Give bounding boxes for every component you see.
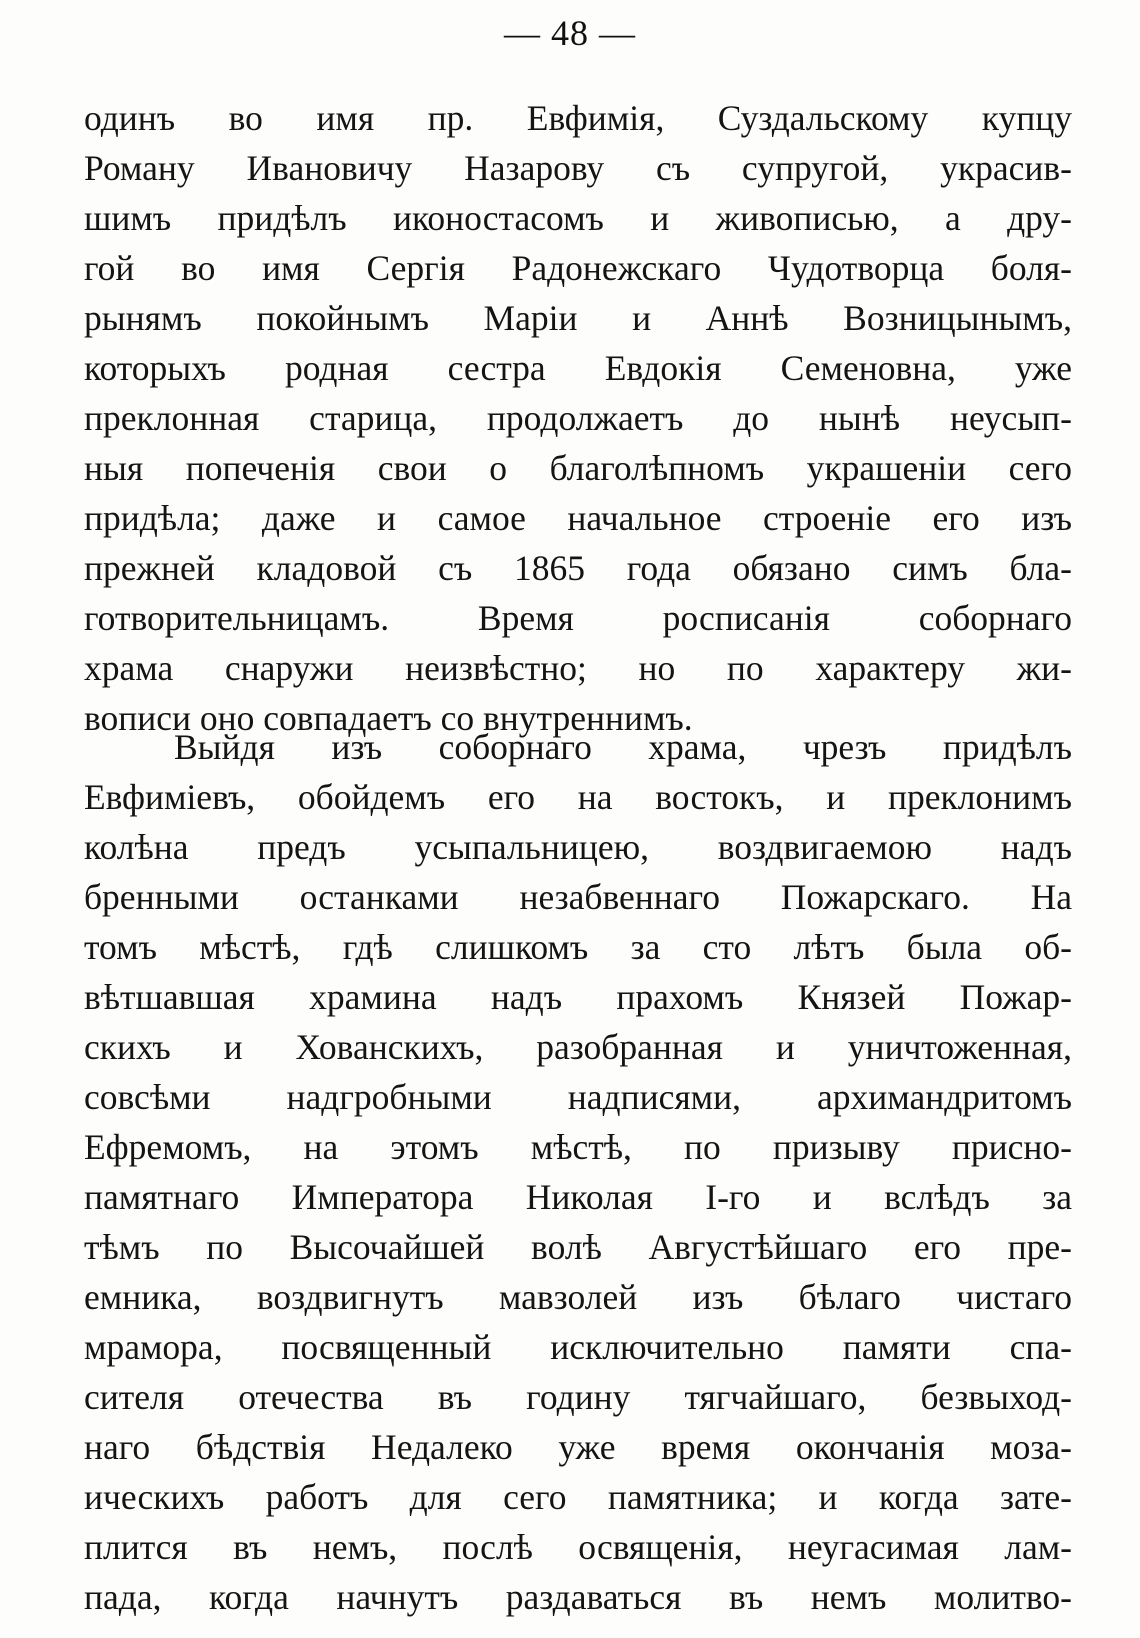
text-line: емника, воздвигнутъ мавзолей изъ бѣлаго чистаго <box>84 1277 1072 1317</box>
text-line: бренными останками незабвеннаго Пожарскаго. На <box>84 877 1072 917</box>
text-line: колѣна предъ усыпальницею, воздвигаемою надъ <box>84 827 1072 867</box>
text-line: Ефремомъ, на этомъ мѣстѣ, по призыву присно- <box>84 1127 1072 1167</box>
text-line: тѣмъ по Высочайшей волѣ Августѣйшаго его пре- <box>84 1227 1072 1267</box>
text-line: которыхъ родная сестра Евдокія Семеновна, уже <box>84 348 1072 388</box>
text-line: памятнаго Императора Николая I-го и вслѣдъ за <box>84 1177 1072 1217</box>
text-line: пада, когда начнутъ раздаваться въ немъ молитво- <box>84 1577 1072 1617</box>
text-line: гой во имя Сергія Радонежскаго Чудотворца боля- <box>84 248 1072 288</box>
text-line: одинъ во имя пр. Евфимія, Суздальскому купцу <box>84 98 1072 138</box>
paragraph-2 <box>84 722 1072 1622</box>
text-line: скихъ и Хованскихъ, разобранная и уничтоженная, <box>84 1027 1072 1067</box>
text-line: томъ мѣстѣ, гдѣ слишкомъ за сто лѣтъ была об- <box>84 927 1072 967</box>
text-line: ическихъ работъ для сего памятника; и когда зате- <box>84 1477 1072 1517</box>
text-line: ныя попеченія свои о благолѣпномъ украшеніи сего <box>84 448 1072 488</box>
text-line: прежней кладовой съ 1865 года обязано симъ бла- <box>84 548 1072 588</box>
paragraph-1 <box>84 93 1072 743</box>
text-line: Выйдя изъ соборнаго храма, чрезъ придѣлъ <box>174 727 1072 767</box>
text-line: мрамора, посвященный исключительно памяти спа- <box>84 1327 1072 1367</box>
text-line: вописи оно совпадаетъ со внутреннимъ. <box>84 698 693 738</box>
text-line: Роману Ивановичу Назарову съ супругой, украсив- <box>84 148 1072 188</box>
text-line: плится въ немъ, послѣ освященія, неугасимая лам- <box>84 1527 1072 1567</box>
text-line: рынямъ покойнымъ Маріи и Аннѣ Возницынымъ, <box>84 298 1072 338</box>
text-line: совсѣми надгробными надписями, архимандритомъ <box>84 1077 1072 1117</box>
text-line: наго бѣдствія Недалеко уже время окончанія моза- <box>84 1427 1072 1467</box>
text-line: готворительницамъ. Время росписанія соборнаго <box>84 598 1072 638</box>
page-number: — 48 — <box>504 13 636 53</box>
text-line: Евфиміевъ, обойдемъ его на востокъ, и преклонимъ <box>84 777 1072 817</box>
text-line: вѣтшавшая храмина надъ прахомъ Князей Пожар- <box>84 977 1072 1017</box>
text-line: шимъ придѣлъ иконостасомъ и живописью, а дру- <box>84 198 1072 238</box>
text-line: придѣла; даже и самое начальное строеніе его изъ <box>84 498 1072 538</box>
text-line: храма снаружи неизвѣстно; но по характеру жи- <box>84 648 1072 688</box>
text-line: сителя отечества въ годину тягчайшаго, безвыход- <box>84 1377 1072 1417</box>
text-line: преклонная старица, продолжаетъ до нынѣ неусып- <box>84 398 1072 438</box>
